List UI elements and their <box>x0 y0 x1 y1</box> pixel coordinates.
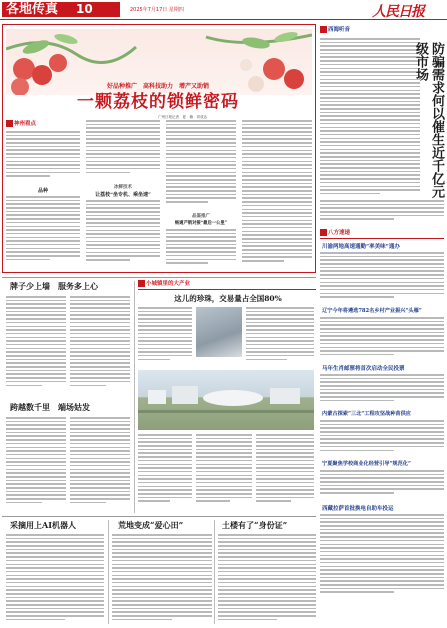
issue-date: 2025年7月17日 星期四 <box>130 7 184 13</box>
tag-square-icon <box>320 26 327 33</box>
lead-col4-text <box>242 120 312 270</box>
lead-col3-text <box>166 120 236 210</box>
newspaper-logo: 人民日报 <box>372 4 424 20</box>
lead-kicker: 好品种推广 高科技助力 增产又助销 <box>106 83 209 90</box>
mid-col1-title-2: 跨越数千里 端场姑发 <box>10 402 90 412</box>
bottom-text-3 <box>218 534 316 624</box>
lead-byline: 广州日报记者 夏 楠 刘成达 <box>158 115 207 119</box>
brief-title-3: 马年生肖邮票将首次启动全民投票 <box>322 366 405 372</box>
mid-col1-text-c <box>6 417 66 513</box>
buildings-icon <box>138 370 314 430</box>
tag-square-icon <box>320 229 327 236</box>
brief-title-6: 西藏拉萨首批换电自助车投运 <box>322 506 394 512</box>
lead-col2b-text <box>86 200 160 268</box>
brief-text-5 <box>320 470 444 500</box>
mid-feature-text-d <box>196 434 252 514</box>
lead-subhead-5: 畅通产销对接“最后一公里” <box>174 221 228 226</box>
mid-col1-title: 牌子少上墙 服务多上心 <box>10 281 98 291</box>
divider-vertical <box>134 281 135 513</box>
lead-col1-text <box>6 131 80 183</box>
divider-mid <box>2 277 316 278</box>
tag-square-icon <box>138 280 145 287</box>
lead-subhead-2: 冰鲜技术 <box>114 185 132 190</box>
rail-tag: 西海听音 <box>320 26 350 34</box>
mid-rule <box>138 289 316 290</box>
mid-feature-text-b <box>246 307 314 367</box>
lead-tag: 神州看点 <box>6 120 36 128</box>
rail-vertical-title: 防骗需求何以催生近千亿元级市场 <box>413 42 444 198</box>
bottom-title-3: 土楼有了“身份证” <box>222 520 288 530</box>
page-number: 10 <box>76 2 93 16</box>
lead-col1b-text <box>6 196 80 268</box>
divider-bottom <box>2 516 316 517</box>
briefs-tag: 八方速递 <box>320 229 350 237</box>
mid-feature-text-e <box>256 434 314 514</box>
brief-text-3 <box>320 374 444 406</box>
lead-title: 一颗荔枝的锁鲜密码 <box>77 92 239 112</box>
brief-title-4: 内蒙古探索“三北”工程攻坚战种苗供应 <box>322 411 411 417</box>
pearl-worker-photo <box>196 307 242 357</box>
divider-vertical-3 <box>214 520 215 624</box>
tag-square-icon <box>6 120 13 127</box>
section-title: 各地传真 <box>6 2 59 17</box>
brief-text-2 <box>320 317 444 361</box>
lead-subhead-1: 品种 <box>37 188 48 194</box>
mid-feature-title: 这儿的珍珠，交易量占全国80% <box>174 294 282 303</box>
mid-feature-text-a <box>138 307 192 367</box>
lead-subhead-3: 让荔枝“坐专机、乘坐速” <box>95 192 151 198</box>
bottom-text-2 <box>112 534 212 624</box>
pearl-town-aerial-photo <box>138 370 314 430</box>
brief-text-4 <box>320 420 444 458</box>
mid-tag: 小城镇里的大产业 <box>138 280 190 288</box>
bottom-title-1: 采摘用上AI机器人 <box>10 520 76 530</box>
mid-col1-text-d <box>70 417 130 513</box>
bottom-text-1 <box>6 534 104 624</box>
lead-subhead-4: 品鉴推广 <box>192 214 210 219</box>
briefs-rule <box>320 238 444 239</box>
mid-col1-text-a <box>6 296 66 396</box>
mid-feature-text-c <box>138 434 192 514</box>
lead-col3b-text <box>166 229 236 269</box>
lead-col2-text <box>86 120 160 182</box>
mid-col1-text-b <box>70 296 130 396</box>
brief-title-5: 宁夏聚焦学校商业化经营引导“规范化” <box>322 461 411 467</box>
brief-title-2: 辽宁今年将遴选782名乡村产业振兴“头雁” <box>322 308 422 314</box>
brief-title-1: 川渝两地高速通勤“率美味”通办 <box>322 244 400 250</box>
rail-commentary-text-2 <box>320 200 444 226</box>
divider-vertical-2 <box>108 520 109 624</box>
brief-text-6 <box>320 514 444 606</box>
bottom-title-2: 荒地变成“爱心田” <box>118 520 184 530</box>
rail-commentary-text <box>320 38 420 198</box>
brief-text-1 <box>320 252 444 304</box>
